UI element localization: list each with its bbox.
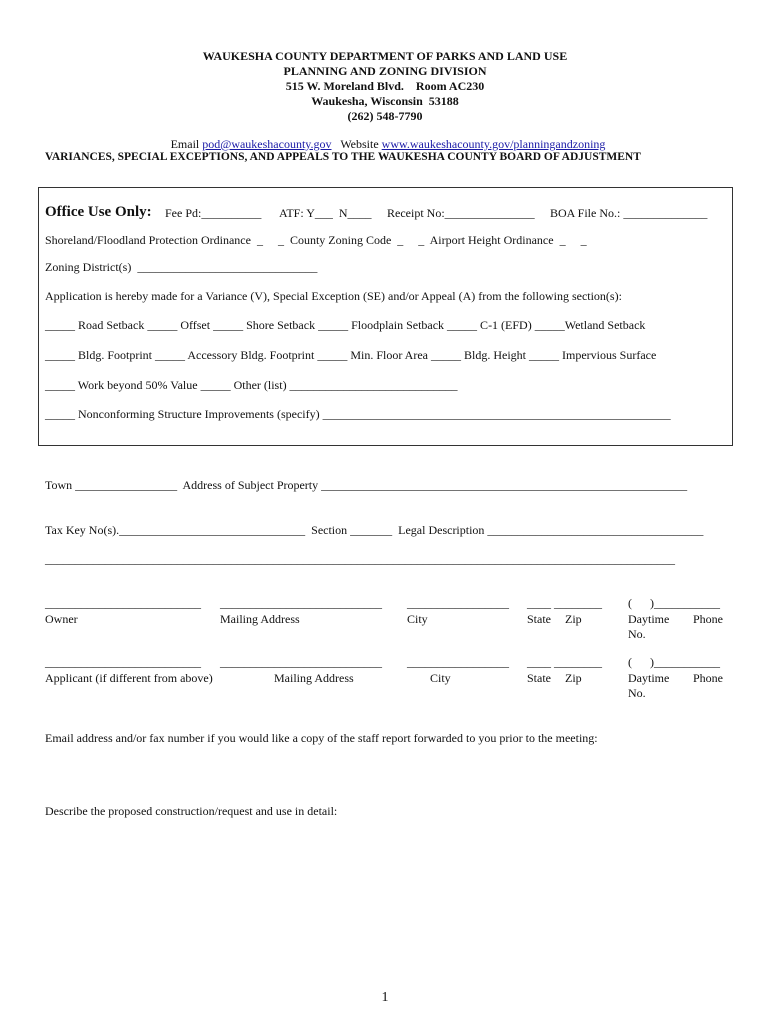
owner-city-label: City xyxy=(407,612,428,626)
footprint-options[interactable]: _____ Bldg. Footprint _____ Accessory Bldg. Footprint _____ Min. Floor Area _____ Bldg. Height _____ Impervious Surface xyxy=(45,348,657,362)
owner-phone-line[interactable]: ( )___________ xyxy=(628,596,720,610)
applicant-state-label: State xyxy=(527,671,551,685)
document-title: VARIANCES, SPECIAL EXCEPTIONS, AND APPEALS TO THE WAUKESHA COUNTY BOARD OF ADJUSTMENT xyxy=(45,151,641,163)
website-link[interactable]: www.waukeshacounty.gov/planningandzoning xyxy=(381,136,606,151)
owner-no-label: No. xyxy=(628,627,646,641)
owner-mailing-label: Mailing Address xyxy=(220,612,300,626)
atf-field[interactable]: ATF: Y___ N____ xyxy=(279,206,372,220)
applicant-name-line[interactable]: __________________________ xyxy=(45,655,201,669)
application-text: Application is hereby made for a Variance (V), Special Exception (SE) and/or Appeal (A) from the following section(s): xyxy=(45,289,622,303)
email-request-text: Email address and/or fax number if you would like a copy of the staff report forwarded to you prior to the meeting: xyxy=(45,731,598,745)
applicant-daytime-label: Daytime xyxy=(628,671,670,685)
nonconforming-field[interactable]: _____ Nonconforming Structure Improvements (specify) __________________________________________________________ xyxy=(45,407,671,421)
owner-city-line[interactable]: _________________ xyxy=(407,596,509,610)
applicant-phone-line[interactable]: ( )___________ xyxy=(628,655,720,669)
website-label: Website xyxy=(340,136,382,151)
owner-state-zip-line[interactable]: ____ ________ xyxy=(527,596,602,610)
owner-mailing-line[interactable]: ___________________________ xyxy=(220,596,382,610)
header-dept: WAUKESHA COUNTY DEPARTMENT OF PARKS AND LAND USE xyxy=(202,49,568,63)
applicant-zip-label: Zip xyxy=(565,671,582,685)
office-use-title: Office Use Only: xyxy=(45,204,152,220)
applicant-city-label: City xyxy=(430,671,451,685)
owner-name-line[interactable]: __________________________ xyxy=(45,596,201,610)
receipt-field[interactable]: Receipt No:_______________ xyxy=(387,206,535,220)
ordinance-line[interactable]: Shoreland/Floodland Protection Ordinance _ _ County Zoning Code _ _ Airport Height Ordinance _ _ xyxy=(45,233,587,247)
header-city: Waukesha, Wisconsin 53188 xyxy=(311,94,459,108)
zoning-district-field[interactable]: Zoning District(s) ______________________________ xyxy=(45,260,318,274)
header-division: PLANNING AND ZONING DIVISION xyxy=(283,64,487,78)
boa-file-field[interactable]: BOA File No.: ______________ xyxy=(550,206,708,220)
page-number: 1 xyxy=(381,990,389,1005)
email-label: Email xyxy=(170,136,203,151)
applicant-phone-label: Phone xyxy=(693,671,723,685)
tax-key-field[interactable]: Tax Key No(s)._______________________________ Section _______ Legal Description ____________________________________ xyxy=(45,523,704,537)
header-phone: (262) 548-7790 xyxy=(347,109,423,123)
owner-daytime-label: Daytime xyxy=(628,612,670,626)
owner-label: Owner xyxy=(45,612,78,626)
applicant-label: Applicant (if different from above) xyxy=(45,671,213,685)
owner-phone-label: Phone xyxy=(693,612,723,626)
owner-state-label: State xyxy=(527,612,551,626)
header-contact xyxy=(0,124,770,152)
applicant-no-label: No. xyxy=(628,686,646,700)
applicant-state-zip-line[interactable]: ____ ________ xyxy=(527,655,602,669)
owner-zip-label: Zip xyxy=(565,612,582,626)
describe-request-text: Describe the proposed construction/request and use in detail: xyxy=(45,804,338,818)
email-link[interactable]: pod@waukeshacounty.gov xyxy=(202,136,332,151)
setback-options[interactable]: _____ Road Setback _____ Offset _____ Shore Setback _____ Floodplain Setback _____ C-1 (EFD) _____Wetland Setback xyxy=(45,318,646,332)
work-value-options[interactable]: _____ Work beyond 50% Value _____ Other (list) ____________________________ xyxy=(45,378,458,392)
fee-paid-field[interactable]: Fee Pd:__________ xyxy=(165,206,262,220)
legal-description-line[interactable]: _________________________________________________________________________________________________________ xyxy=(45,552,675,566)
town-address-field[interactable]: Town _________________ Address of Subject Property _____________________________________________________________ xyxy=(45,478,688,492)
header-street: 515 W. Moreland Blvd. Room AC230 xyxy=(285,79,485,93)
applicant-city-line[interactable]: _________________ xyxy=(407,655,509,669)
applicant-mailing-line[interactable]: ___________________________ xyxy=(220,655,382,669)
applicant-mailing-label: Mailing Address xyxy=(274,671,354,685)
